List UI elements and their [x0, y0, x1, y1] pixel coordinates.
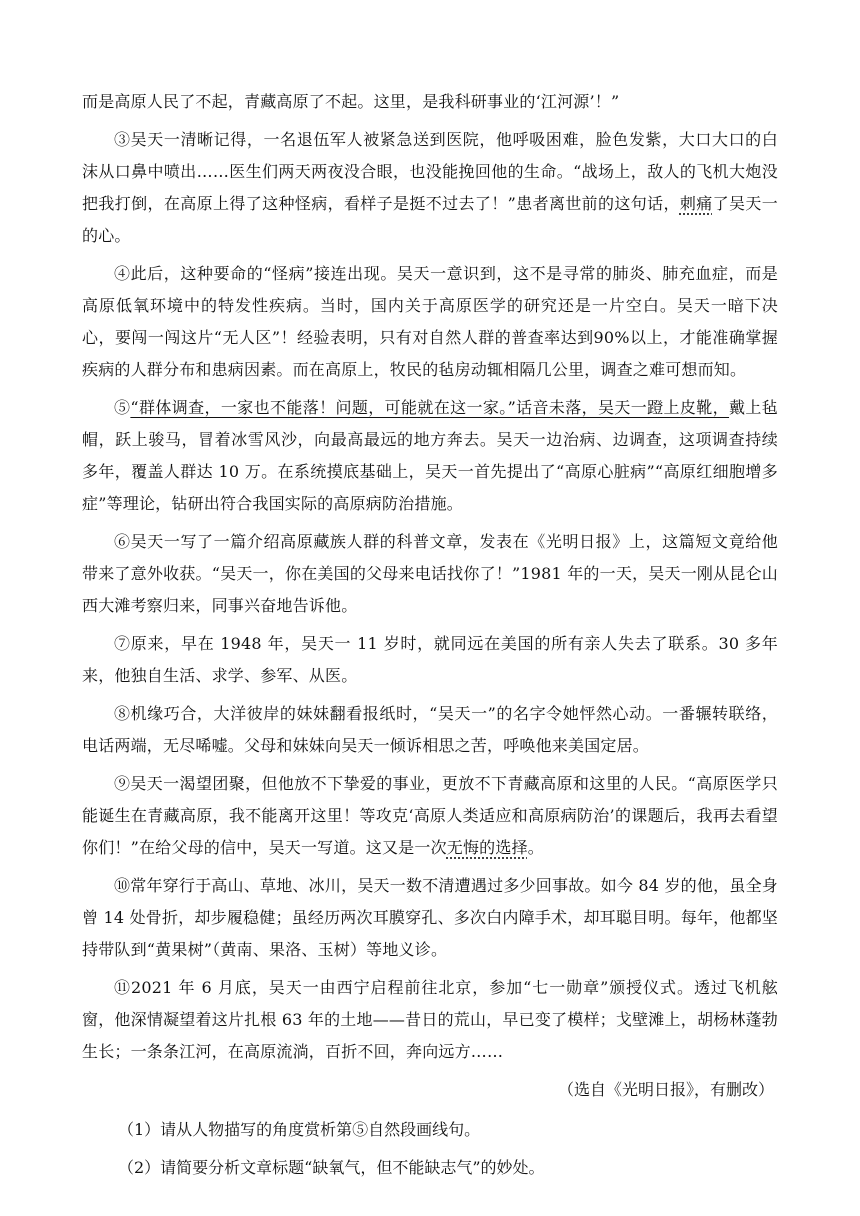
paragraph-3-text-end: 了吴天一的心。 [82, 194, 778, 245]
underlined-sentence: “群体调查，一家也不能落！问题，可能就在这一家。”话音未落，吴天一蹬上皮靴， [130, 398, 730, 417]
emphasized-phrase-wuhui: 无悔的选择 [446, 838, 528, 857]
emphasized-word-citong: 刺痛 [679, 194, 713, 213]
paragraph-8: ⑧机缘巧合，大洋彼岸的妹妹翻看报纸时，“吴天一”的名字令她怦然心动。一番辗转联络，电话两端，无尽唏嘘。父母和妹妹向吴天一倾诉相思之苦，呼唤他来美国定居。 [82, 704, 778, 755]
paragraph-5-number: ⑤ [114, 398, 131, 417]
question-2: （2）请简要分析文章标题“缺氧气，但不能缺志气”的妙处。 [118, 1158, 545, 1177]
paragraph-9 [82, 768, 778, 864]
paragraph-continuation: 而是高原人民了不起，青藏高原了不起。这里，是我科研事业的‘江河源’！” [82, 92, 620, 111]
paragraph-7: ⑦原来，早在 1948 年，吴天一 11 岁时，就同远在美国的所有亲人失去了联系。30 多年来，他独自生活、求学、参军、从医。 [82, 634, 778, 685]
paragraph-5-text: 戴上毡帽，跃上骏马，冒着冰雪风沙，向最高最远的地方奔去。吴天一边治病、边调查，这项调查持续多年，覆盖人群达 10 万。在系统摸底基础上，吴天一首先提出了“高原心脏病”“高原红细胞增多症”等理论，钻研出符合我国实际的高原病防治措施。 [82, 398, 778, 513]
paragraph-3 [82, 124, 778, 252]
paragraph-4: ④此后，这种要命的“怪病”接连出现。吴天一意识到，这不是寻常的肺炎、肺充血症，而是高原低氧环境中的特发性疾病。当时，国内关于高原医学的研究还是一片空白。吴天一暗下决心，要闯一闯这片“无人区”！经验表明，只有对自然人群的普查率达到90%以上，才能准确掌握疾病的人群分布和患病因素。而在高原上，牧民的毡房动辄相隔几公里，调查之难可想而知。 [82, 264, 778, 379]
paragraph-9-text: ⑨吴天一渴望团聚，但他放不下挚爱的事业，更放不下青藏高原和这里的人民。“高原医学只能诞生在青藏高原，我不能离开这里！等攻克‘高原人类适应和高原病防治’的课题后，我再去看望你们！”在给父母的信中，吴天一写道。这又是一次 [82, 774, 778, 857]
paragraph-9-text-end: 。 [527, 838, 544, 857]
paragraph-6: ⑥吴天一写了一篇介绍高原藏族人群的科普文章，发表在《光明日报》上，这篇短文竟给他带来了意外收获。“吴天一，你在美国的父母来电话找你了！”1981 年的一天，吴天一刚从昆仑山西大滩考察归来，同事兴奋地告诉他。 [82, 532, 778, 615]
question-1: （1）请从人物描写的角度赏析第⑤自然段画线句。 [118, 1120, 481, 1139]
paragraph-11: ⑪2021 年 6 月底，吴天一由西宁启程前往北京，参加“七一勋章”颁授仪式。透过飞机舷窗，他深情凝望着这片扎根 63 年的土地——昔日的荒山，早已变了模样；戈壁滩上，胡杨林蓬勃生长；一条条江河，在高原流淌，百折不回，奔向远方…… [82, 978, 778, 1061]
paragraph-3-text: ③吴天一清晰记得，一名退伍军人被紧急送到医院，他呼吸困难，脸色发紫，大口大口的白沫从口鼻中喷出……医生们两天两夜没合眼，也没能挽回他的生命。“战场上，敌人的飞机大炮没把我打倒，在高原上得了这种怪病，看样子是挺不过去了！”患者离世前的这句话， [82, 130, 778, 213]
source-citation: （选自《光明日报》，有删改） [557, 1080, 774, 1099]
paragraph-5 [82, 392, 778, 520]
paragraph-10: ⑩常年穿行于高山、草地、冰川，吴天一数不清遭遇过多少回事故。如今 84 岁的他，虽全身曾 14 处骨折，却步履稳健；虽经历两次耳膜穿孔、多次白内障手术，却耳聪目明。每年，他都坚持带队到“黄果树”（黄南、果洛、玉树）等地义诊。 [82, 876, 778, 959]
